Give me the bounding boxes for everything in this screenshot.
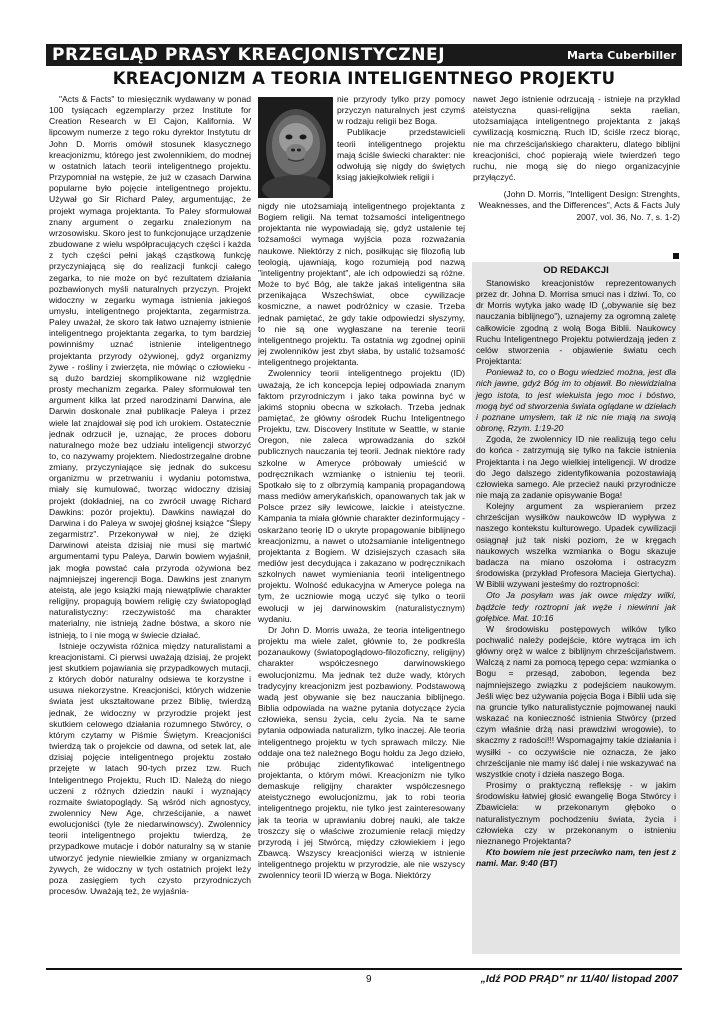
- footer-rule: [46, 968, 682, 970]
- paragraph: Zgoda, że zwolennicy ID nie realizują tego celu do końca - zatrzymują się tylko na fakcie istnienia Projektanta i na Jego wielkiej inteligencji. W drodze do Jego dalszego zidentyfikowania pozostawiają człowieka samego. Ale przecież nauki przyrodnicze nie mają za zadanie opisywanie Boga!: [476, 434, 676, 500]
- end-of-article-mark: [673, 253, 679, 259]
- article-column-2-top: [337, 94, 465, 201]
- citation: (John D. Morris, "Intelligent Design: Strenghts, Weaknesses, and the Differences", Acts & Facts July 2007, vol. 36, No. 7, s. 1-2): [478, 189, 680, 222]
- paragraph: nigdy nie utożsamiają inteligentnego projektanta z Bogiem religii. Na temat tożsamości inteligentnego projektanta nie wypowiadają się, gdyż ustalenie tej tożsamości wymaga wyjścia poza rozważania naukowe. Niektórzy z nich, posiłkując się filozofią lub teologią, ujawniają, kogo rozumieją pod nazwą "inteligentny projektant", ale ich odpowiedzi są różne. Może to być Bóg, ale także jakaś inteligentna siła przenikająca Wszechświat, obce cywilizacje kosmiczne, a nawet podróżnicy w czasie. Trzeba jednak pamiętać, że gdy takie odpowiedzi słyszymy, to nie są one wygłaszane na terenie teorii inteligentnego projektu. Ta ostatnia wg zgodnej opinii jej zwolenników jest zbyt słaba, by ustalić tożsamość inteligentnego projektanta.: [258, 201, 465, 368]
- page-footer: [46, 968, 682, 988]
- section-title: PRZEGLĄD PRASY KREACJONISTYCZNEJ: [52, 45, 446, 65]
- closing-quote: Kto bowiem nie jest przeciwko nam, ten jest z nami. Mar. 9:40 (BT): [476, 846, 676, 869]
- bible-quote: Ponieważ to, co o Bogu wiedzieć można, jest dla nich jawne, gdyż Bóg im to objawił. Bo niewidzialna jego istota, to jest wiekuista jego moc i bóstwo, mogą być od stworzenia świata oglądane w dziełach i poznane umysłem, tak iż nic nie mają na swoją obronę, Rzym. 1:19-20: [476, 367, 676, 434]
- paragraph: Zwolennicy teorii inteligentnego projektu (ID) uważają, że ich koncepcja lepiej odpowiada znanym faktom przyrodniczym i jako taka powinna być w jakimś stopniu obecna w szkołach. Trzeba jednak pamiętać, że główny ośrodek Ruchu Inteligentnego Projektu, tzw. Discovery Institute w Seattle, w stanie Oregon, nie zaleca wprowadzania do szkół publicznych nauczania tej teorii. Jednak niektóre rady szkolne w Ameryce próbowały umieścić w podręcznikach wzmiankę o istnieniu tej teorii. Spotkało się to z olbrzymią kampanią propagandową mass mediów amerykańskich, opanowanych tak jak w Polsce przez siły lewicowe, laickie i ateistyczne. Kampania ta miała głównie charakter dezinformujący - oskarżano teorię ID o ukryte propagowanie biblijnego kreacjonizmu, a nawet o utożsamianie inteligentnego projektanta z Bogiem. W dzisiejszych czasach siła mediów jest decydująca i zakazano w podręcznikach szkolnych nawet wymieniania teorii inteligentnego projektu. Wolność edukacyjna w Ameryce polega na tym, że uczniowie mogą uczyć się tylko o teorii ewolucji w jej darwinowskim (naturalistycznym) wydaniu.: [258, 368, 465, 624]
- gorilla-photo: [258, 97, 333, 198]
- paragraph: nie przyrody tylko przy pomocy przyczyn naturalnych jest czymś w rodzaju religii bez Boga.: [337, 94, 465, 127]
- article-column-1: [49, 94, 251, 956]
- paragraph: nawet Jego istnienie odrzucają - istnieje na przykład ateistyczna quasi-religijna sekta raelian, utożsamiająca inteligentnego projektanta z jakąś cywilizacją kosmiczną. Ruch ID, ściśle rzecz biorąc, nie ma chrześcijańskiego charakteru, dlatego biblijni kreacjoniści, choć popierają wiele twierdzeń tego ruchu, nie mogą się do niego organizacyjnie przyłączyć.: [473, 94, 680, 183]
- paragraph: "Acts & Facts" to miesięcznik wydawany w ponad 100 tysiącach egzemplarzy przez Institute for Creation Research w El Cajon, Kalifornia. W lipcowym numerze z tego roku dyrektor Instytutu dr John D. Morris omówił stosunek klasycznego kreacjonizmu, którego jest zwolennikiem, do modnej w ostatnich latach teorii inteligentnego projektu. Przypomniał na wstępie, że już w czasach Darwina popularne było pojęcie inteligentnego projektu. Używał go Sir Richard Paley, argumentując, że projekt wymaga projektanta. To Paley sformułował znany argument o zegarku znalezionym na wrzosowisku. Skoro jest to funkcjonujące urządzenie zbudowane z wielu współpracujących części i każda z tych części pełni jakąś cząstkową funkcję przyczyniającą się do realizacji funkcji całego zegarka, to nie może on być rezultatem działania pozbawionych myśli naturalnych przyczyn. Projekt widoczny w zegarku wymaga istnienia jakiegoś umysłu, inteligentnego projektanta, zegarmistrza. Paley uważał, że skoro tak łatwo uznajemy istnienie inteligentnego projektanta zegarka, to tym bardziej powinniśmy uznać istnienie inteligentnego projektanta przyrody ożywionej, gdyż organizmy żywe - rośliny i zwierzęta, nie mówiąc o człowieku - są dużo bardziej skomplikowane niż względnie prosty mechanizm zegarka. Paley sformułował ten argument kilka lat przed narodzinami Darwina, ale Darwin doskonale znał publikacje Paleya i przez wiele lat znajdował się pod ich urokiem. Ostatecznie jednak odrzucił je, uznając, że proces doboru naturalnego może bez udziału inteligencji stworzyć to, co nazywamy projektem. Niedostrzegalne drobne zmiany, przyczyniające się jednak do sukcesu organizmu w przetrwaniu i wydaniu potomstwa, miały się kumulować, tworząc widoczny dzisiaj projekt (dokładniej, na co zwrócił uwagę Richard Dawkins: pozór projektu). Dawkins nawiązał do Darwina i do Paleya w swojej głośnej książce "Ślepy zegarmistrz". Przekonywał w niej, że dzięki Darwinowi ateista dzisiaj nie musi się martwić argumentami typu Paleya, Darwin bowiem wyjaśnił, jak mogła powstać cała przyroda ożywiona bez najmniejszej ingerencji Boga. Dawkins jest znanym ateistą, ale jego książki mają niewątpliwie charakter religijny, propagują bowiem religię czy światopogląd naturalistyczny: rzeczywistość ma charakter materialny, nie istnieją żadne bóstwa, a skoro nie istnieją, to i nie mogą w świecie działać.: [49, 94, 251, 640]
- issue-info: „Idź POD PRĄD" nr 11/40/ listopad 2007: [480, 973, 678, 985]
- editorial-text: [476, 278, 676, 869]
- paragraph: Kolejny argument za wspieraniem przez chrześcijan wysiłków naukowców ID wypływa z naszego kontekstu kulturowego. Upadek cywilizacji osiągnął już tak niski poziom, że w kręgach naukowych wszelka wzmianka o Bogu skazuje badacza na miano oszołoma i ostracyzm środowiska (przykład Profesora Macieja Giertycha). W Biblii wzywani jesteśmy do roztropności:: [476, 501, 676, 590]
- paragraph: Istnieje oczywista różnica między naturalistami a kreacjonistami. Ci pierwsi uważają dzisiaj, że projekt jest skutkiem pojawiania się przypadkowych mutacji, z których dobór naturalny odsiewa te korzystne i usuwa niekorzystne. Kreacjoniści, których widzenie świata jest ukształtowane przez Biblię, twierdzą jednak, że widoczny w przyrodzie projekt jest skutkiem celowego działania rozumnego Stwórcy, o którym czytamy w Piśmie Świętym. Kreacjoniści twierdzą tak o projekcie od dawna, od setek lat, ale dzisiaj pojęcie inteligentnego projektu zostało przejęte w latach 90-tych przez tzw. Ruch Inteligentnego Projektu, Ruch ID. Należą do niego uczeni z różnych dziedzin nauki i wyznający rozmaite światopoglądy. Są wśród nich agnostycy, zwolennicy New Age, chrześcijanie, a nawet ewolucjoniści (tyle że niedarwinowscy). Zwolennicy teorii inteligentnego projektu twierdzą, że przypadkowe mutacje i dobór naturalny są w stanie utworzyć jedynie niewielkie zmiany w organizmach żywych, że widoczny w tych ostatnich projekt leży poza zasięgiem tych czysto przyrodniczych procesów. Uważają też, że wyjaśnia-: [49, 640, 251, 897]
- gorilla-image-icon: [258, 97, 333, 198]
- paragraph: Publikacje przedstawicieli teorii inteligentnego projektu mają ściśle świecki charakter: nie odwołują się nigdy do świętych ksiąg jakiejkolwiek religii i: [337, 127, 465, 183]
- article-title: KREACJONIZM A TEORIA INTELIGENTNEGO PROJEKTU: [112, 69, 616, 88]
- editorial-box: [472, 262, 680, 954]
- author-name: Marta Cuberbiller: [566, 48, 676, 62]
- page-number: 9: [366, 974, 372, 985]
- bible-quote: Oto Ja posyłam was jak owce między wilki, bądźcie tedy roztropni jak węże i niewinni jak gołębice. Mat. 10:16: [476, 590, 676, 623]
- paragraph: Dr John D. Morris uważa, że teoria inteligentnego projektu ma wiele zalet, głównie to, że podkreśla pozanaukowy (światopoglądowo-filozoficzny, religijny) charakter współczesnego darwinowskiego ewolucjonizmu. Ma jednak też duże wady, których tradycyjny kreacjonizm jest pozbawiony. Podstawową wadą jest obywanie się bez nauczania biblijnego. Biblia odpowiada na ważne pytania dotyczące życia człowieka, sensu życia, celu życia. Na te same pytania odpowiada naturalizm, tylko inaczej. Ale teoria inteligentnego projektu w tych sprawach milczy. Nie oddaje ona też należnego Bogu hołdu za Jego dzieło, nie próbując zidentyfikować inteligentnego projektanta, o którym mówi. Kreacjonizm nie tylko demaskuje religijny charakter współczesnego ateistycznego ewolucjonizmu, jak to robi teoria inteligentnego projektu, nie tylko jest zainteresowany jak ta teoria w uprawianiu dobrej nauki, ale także troszczy się o właściwe zrozumienie relacji między przyrodą i jej Stwórcą, między człowiekiem i jego Zbawcą. Wszyscy kreacjoniści wierzą w istnienie inteligentnego projektu w przyrodzie, ale nie wszyscy zwolennicy teorii ID wierzą w Boga. Niektórzy: [258, 624, 465, 881]
- paragraph: W środowisku postępowych wilków tylko pochwalić należy podejście, które wytrąca im ich główny oręż w walce z biblijnym chrześcijaństwem. Walczą z nami za pomocą tępego cepa: wzmianka o Bogu = przesąd, zabobon, legenda bez najmniejszego związku z podejściem naukowym. Jeśli więc bez używania pojęcia Boga i Biblii uda się na gruncie tylko naturalistycznie pojmowanej nauki wskazać na konieczność istnienia Stwórcy (przed czym właśnie drżą nasi prawdziwi wrogowie), to skaczmy z radości!!! Wspomagajmy takie działania i wysiłki - co oczywiście nie oznacza, że jako chrześcijanie nie mamy iść dalej i nie wskazywać na wszystkie cnoty i dzieła naszego Boga.: [476, 623, 676, 779]
- editorial-heading: OD REDAKCJI: [543, 265, 609, 276]
- article-column-2: [258, 201, 465, 957]
- paragraph: Prosimy o praktyczną refleksję - w jakim środowisku łatwiej głosić ewangelię Boga Stwórcy i Zbawiciela: w przekonanym głęboko o naturalistycznym pochodzeniu świata, życia i człowieka czy w przekonanym o istnieniu nieznanego Projektanta?: [476, 780, 676, 846]
- section-banner: [46, 44, 682, 66]
- paragraph: Stanowisko kreacjonistów reprezentowanych przez dr. Johna D. Morrisa smuci nas i dziwi. To, co dr Morris wytyka jako wadę ID („obywanie się bez nauczania biblijnego"), uznajemy za ogromną zaletę całkowicie zgodną z wolą Boga Biblii. Nauk​owcy Ruchu Inteligentnego Projektu potwierdzają jeden z celów stworzenia - objawienie światu cech Projektanta:: [476, 278, 676, 367]
- article-column-3: [473, 94, 680, 254]
